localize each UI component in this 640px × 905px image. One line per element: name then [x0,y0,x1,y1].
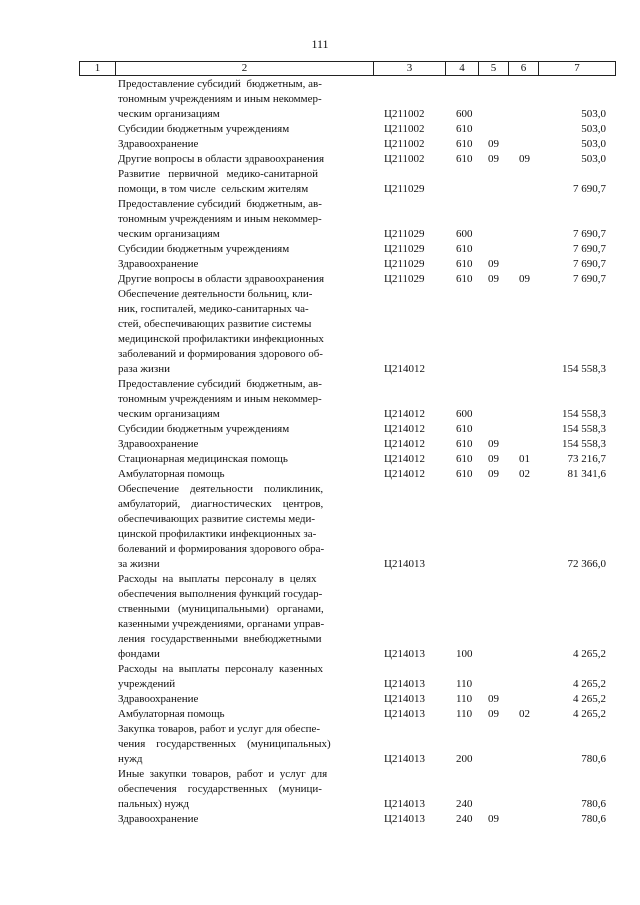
header-col-3: 3 [374,62,446,75]
row-name: Здравоохранение [118,693,199,705]
row-code: Ц214013 [384,558,425,570]
row-amount: 4 265,2 [573,648,606,660]
table-row [0,242,640,257]
row-code: Ц211029 [384,258,425,270]
row-name: Расходы на выплаты персоналу в целях обеспечения выполнения функций государ- ственными (муниципальными) органами, казенными учреждениями, органами управ- ления государственными внебюджетными фондами [118,573,325,660]
row-amount: 780,6 [581,798,606,810]
row-code: Ц214012 [384,363,425,375]
row-name: Обеспечение деятельности поликлиник, амбулаторий, диагностических центров, обеспечивающих развитие системы меди- цинской профилактики инфекционных за- болеваний и формирования здорового обра- за жизни [118,483,325,570]
row-expense-type: 610 [456,123,473,135]
table-row [0,437,640,452]
row-subsection: 02 [519,708,530,720]
header-col-4: 4 [446,62,479,75]
table-row [0,257,640,272]
table-row [0,767,640,812]
row-code: Ц214012 [384,408,425,420]
row-name: Здравоохранение [118,258,199,270]
row-amount: 7 690,7 [573,273,606,285]
row-expense-type: 100 [456,648,473,660]
row-expense-type: 610 [456,273,473,285]
row-name: Обеспечение деятельности больниц, кли- ник, госпиталей, медико-санитарных ча- стей, обеспечивающих развитие системы медицинской профилактики инфекционных заболеваний и формирования здорового об- раза жизни [118,288,324,375]
table-row [0,77,640,122]
row-amount: 154 558,3 [562,423,606,435]
row-amount: 7 690,7 [573,183,606,195]
row-amount: 780,6 [581,813,606,825]
row-name: Амбулаторная помощь [118,708,225,720]
row-section: 09 [488,813,499,825]
row-section: 09 [488,438,499,450]
row-amount: 7 690,7 [573,243,606,255]
row-name: Субсидии бюджетным учреждениям [118,423,290,435]
header-col-1: 1 [80,62,116,75]
table-row [0,812,640,827]
row-amount: 154 558,3 [562,408,606,420]
row-amount: 503,0 [581,153,606,165]
row-name: Иные закупки товаров, работ и услуг для обеспечения государственных (муници- пальных) нужд [118,768,328,810]
table-row [0,422,640,437]
row-name: Субсидии бюджетным учреждениям [118,243,290,255]
table-body [0,77,640,827]
row-expense-type: 600 [456,108,473,120]
row-code: Ц211002 [384,108,425,120]
row-name: Закупка товаров, работ и услуг для обеспе- чения государственных (муниципальных) нужд [118,723,331,765]
row-section: 09 [488,273,499,285]
row-amount: 4 265,2 [573,693,606,705]
row-expense-type: 610 [456,468,473,480]
row-expense-type: 610 [456,258,473,270]
row-expense-type: 600 [456,408,473,420]
row-amount: 780,6 [581,753,606,765]
row-name: Стационарная медицинская помощь [118,453,288,465]
row-amount: 7 690,7 [573,258,606,270]
row-expense-type: 110 [456,678,473,690]
row-amount: 154 558,3 [562,363,606,375]
row-code: Ц214013 [384,753,425,765]
row-amount: 72 366,0 [567,558,606,570]
row-name: Здравоохранение [118,438,199,450]
table-row [0,482,640,572]
row-expense-type: 610 [456,438,473,450]
row-section: 09 [488,453,499,465]
row-section: 09 [488,258,499,270]
row-code: Ц214013 [384,813,425,825]
row-section: 09 [488,693,499,705]
row-expense-type: 610 [456,423,473,435]
row-code: Ц211002 [384,138,425,150]
row-subsection: 09 [519,153,530,165]
table-row [0,662,640,692]
row-code: Ц214012 [384,438,425,450]
row-subsection: 02 [519,468,530,480]
row-expense-type: 610 [456,453,473,465]
row-amount: 154 558,3 [562,438,606,450]
row-name: Амбулаторная помощь [118,468,225,480]
row-section: 09 [488,708,499,720]
row-expense-type: 600 [456,228,473,240]
table-header [79,61,616,76]
row-expense-type: 610 [456,243,473,255]
table-row [0,122,640,137]
table-row [0,272,640,287]
row-name: Здравоохранение [118,813,199,825]
header-col-6: 6 [509,62,539,75]
row-code: Ц211029 [384,183,425,195]
row-expense-type: 240 [456,798,473,810]
table-row [0,692,640,707]
row-code: Ц214012 [384,468,425,480]
table-row [0,152,640,167]
row-subsection: 01 [519,453,530,465]
row-name: Субсидии бюджетным учреждениям [118,123,290,135]
row-amount: 503,0 [581,123,606,135]
row-code: Ц214012 [384,453,425,465]
table-row [0,197,640,242]
row-name: Другие вопросы в области здравоохранения [118,273,325,285]
row-amount: 7 690,7 [573,228,606,240]
row-code: Ц211029 [384,273,425,285]
row-expense-type: 610 [456,138,473,150]
row-code: Ц214013 [384,798,425,810]
row-code: Ц214013 [384,693,425,705]
row-amount: 503,0 [581,138,606,150]
row-name: Здравоохранение [118,138,199,150]
header-col-7: 7 [574,62,580,74]
row-section: 09 [488,153,499,165]
row-name: Предоставление субсидий бюджетным, ав- тономным учреждениям и иным некоммер- ческим организациям [118,378,322,420]
row-amount: 73 216,7 [567,453,606,465]
row-expense-type: 240 [456,813,473,825]
row-amount: 503,0 [581,108,606,120]
row-name: Развитие первичной медико-санитарной помощи, в том числе сельским жителям [118,168,319,195]
row-code: Ц214013 [384,678,425,690]
row-section: 09 [488,138,499,150]
table-row [0,452,640,467]
row-name: Расходы на выплаты персоналу казенных учреждений [118,663,323,690]
row-code: Ц211002 [384,123,425,135]
row-code: Ц211002 [384,153,425,165]
row-expense-type: 610 [456,153,473,165]
table-row [0,137,640,152]
row-name: Предоставление субсидий бюджетным, ав- тономным учреждениям и иным некоммер- ческим организациям [118,198,322,240]
row-code: Ц211029 [384,243,425,255]
row-expense-type: 110 [456,693,473,705]
row-expense-type: 200 [456,753,473,765]
table-row [0,167,640,197]
row-amount: 4 265,2 [573,678,606,690]
row-expense-type: 110 [456,708,473,720]
table-row [0,377,640,422]
header-col-5: 5 [479,62,509,75]
table-row [0,722,640,767]
row-amount: 81 341,6 [567,468,606,480]
header-col-2: 2 [116,62,374,75]
table-row [0,467,640,482]
row-code: Ц214012 [384,423,425,435]
table-row [0,287,640,377]
table-row [0,707,640,722]
row-amount: 4 265,2 [573,708,606,720]
page-number: 111 [311,37,329,51]
row-name: Другие вопросы в области здравоохранения [118,153,325,165]
row-name: Предоставление субсидий бюджетным, ав- тономным учреждениям и иным некоммер- ческим организациям [118,78,322,120]
row-code: Ц214013 [384,708,425,720]
row-section: 09 [488,468,499,480]
row-subsection: 09 [519,273,530,285]
table-row [0,572,640,662]
row-code: Ц214013 [384,648,425,660]
row-code: Ц211029 [384,228,425,240]
